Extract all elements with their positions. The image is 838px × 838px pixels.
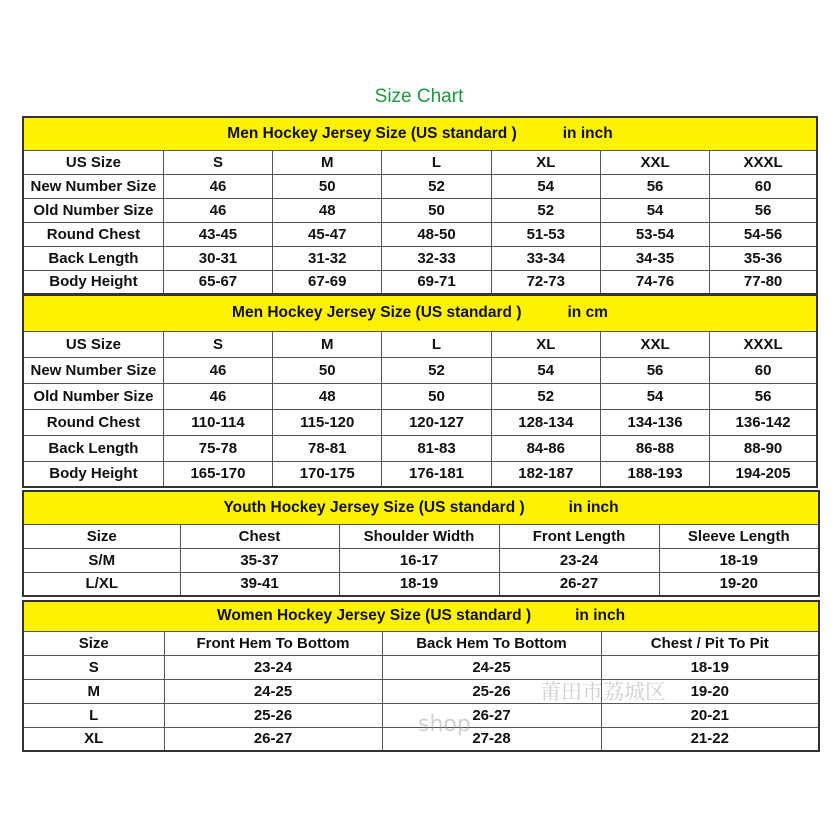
men-cm-size-table — [22, 294, 818, 488]
table-cell: 115-120 — [273, 409, 382, 435]
table-cell: 56 — [710, 383, 817, 409]
table-cell: 18-19 — [601, 655, 819, 679]
table-cell: 30-31 — [163, 246, 272, 270]
table-cell: 21-22 — [601, 727, 819, 751]
column-header: XXL — [600, 150, 709, 174]
column-header: US Size — [23, 150, 163, 174]
column-header: M — [273, 150, 382, 174]
table-cell: 46 — [163, 357, 272, 383]
row-label: L — [23, 703, 164, 727]
table-cell: 75-78 — [163, 435, 272, 461]
table-cell: 35-37 — [180, 548, 339, 572]
table-cell: 34-35 — [600, 246, 709, 270]
table-cell: 50 — [382, 383, 491, 409]
table-cell: 23-24 — [499, 548, 659, 572]
column-header: Sleeve Length — [659, 524, 819, 548]
row-label: Old Number Size — [23, 198, 163, 222]
table-cell: 88-90 — [710, 435, 817, 461]
column-header: Size — [23, 524, 180, 548]
men-cm-header-title: Men Hockey Jersey Size (US standard ) — [232, 304, 522, 322]
table-cell: 39-41 — [180, 572, 339, 596]
table-cell: 176-181 — [382, 461, 491, 487]
table-cell: 54-56 — [710, 222, 817, 246]
column-header: Chest / Pit To Pit — [601, 631, 819, 655]
column-header: XXXL — [710, 150, 817, 174]
column-header: US Size — [23, 331, 163, 357]
table-cell: 26-27 — [164, 727, 382, 751]
row-label: S — [23, 655, 164, 679]
table-cell: 78-81 — [273, 435, 382, 461]
men-inch-size-table — [22, 116, 818, 295]
table-cell: 19-20 — [659, 572, 819, 596]
table-cell: 56 — [600, 174, 709, 198]
table-row — [23, 198, 817, 222]
table-row — [23, 270, 817, 294]
row-label: XL — [23, 727, 164, 751]
table-cell: 182-187 — [491, 461, 600, 487]
column-header-row — [23, 631, 819, 655]
table-cell: 53-54 — [600, 222, 709, 246]
row-label: M — [23, 679, 164, 703]
youth-header-title: Youth Hockey Jersey Size (US standard ) — [223, 498, 525, 516]
table-cell: 46 — [163, 198, 272, 222]
column-header: Front Length — [499, 524, 659, 548]
table-cell: 60 — [710, 357, 817, 383]
table-cell: 52 — [382, 357, 491, 383]
table-row — [23, 435, 817, 461]
column-header: M — [273, 331, 382, 357]
men-inch-header-title: Men Hockey Jersey Size (US standard ) — [227, 124, 517, 142]
row-label: Round Chest — [23, 409, 163, 435]
table-cell: 35-36 — [710, 246, 817, 270]
column-header-row — [23, 331, 817, 357]
column-header: Size — [23, 631, 164, 655]
row-label: L/XL — [23, 572, 180, 596]
men-inch-header-unit: in inch — [562, 124, 613, 142]
table-row — [23, 174, 817, 198]
table-cell: 54 — [600, 383, 709, 409]
table-cell: 46 — [163, 383, 272, 409]
table-row — [23, 548, 819, 572]
table-cell: 20-21 — [601, 703, 819, 727]
table-row — [23, 222, 817, 246]
table-cell: 56 — [600, 357, 709, 383]
column-header-row — [23, 524, 819, 548]
table-cell: 194-205 — [710, 461, 817, 487]
column-header: Back Hem To Bottom — [382, 631, 601, 655]
table-cell: 110-114 — [163, 409, 272, 435]
table-cell: 52 — [491, 198, 600, 222]
table-cell: 52 — [491, 383, 600, 409]
table-cell: 25-26 — [164, 703, 382, 727]
table-cell: 134-136 — [600, 409, 709, 435]
table-cell: 25-26 — [382, 679, 601, 703]
table-cell: 74-76 — [600, 270, 709, 294]
table-cell: 54 — [600, 198, 709, 222]
table-row — [23, 246, 817, 270]
table-cell: 56 — [710, 198, 817, 222]
table-cell: 32-33 — [382, 246, 491, 270]
column-header: L — [382, 331, 491, 357]
table-cell: 19-20 — [601, 679, 819, 703]
table-cell: 54 — [491, 174, 600, 198]
row-label: Back Length — [23, 246, 163, 270]
table-cell: 16-17 — [339, 548, 499, 572]
table-row — [23, 461, 817, 487]
table-row — [23, 572, 819, 596]
table-cell: 72-73 — [491, 270, 600, 294]
column-header: Chest — [180, 524, 339, 548]
table-cell: 120-127 — [382, 409, 491, 435]
table-cell: 18-19 — [659, 548, 819, 572]
row-label: S/M — [23, 548, 180, 572]
size-chart-title: Size Chart — [374, 86, 464, 107]
table-cell: 81-83 — [382, 435, 491, 461]
table-row — [23, 679, 819, 703]
table-cell: 26-27 — [382, 703, 601, 727]
table-cell: 26-27 — [499, 572, 659, 596]
column-header: S — [163, 150, 272, 174]
table-cell: 84-86 — [491, 435, 600, 461]
table-row — [23, 357, 817, 383]
table-cell: 128-134 — [491, 409, 600, 435]
youth-size-table — [22, 490, 820, 597]
column-header: Front Hem To Bottom — [164, 631, 382, 655]
table-cell: 27-28 — [382, 727, 601, 751]
table-cell: 50 — [273, 357, 382, 383]
table-cell: 69-71 — [382, 270, 491, 294]
table-cell: 48 — [273, 198, 382, 222]
women-header-title: Women Hockey Jersey Size (US standard ) — [216, 607, 532, 625]
table-cell: 48 — [273, 383, 382, 409]
table-cell: 24-25 — [382, 655, 601, 679]
column-header: S — [163, 331, 272, 357]
column-header: XL — [491, 331, 600, 357]
table-cell: 33-34 — [491, 246, 600, 270]
row-label: Round Chest — [23, 222, 163, 246]
watermark-shop-name: 莆田市荔城区 — [540, 680, 666, 704]
column-header-row — [23, 150, 817, 174]
column-header: XL — [491, 150, 600, 174]
row-label: New Number Size — [23, 174, 163, 198]
row-label: Old Number Size — [23, 383, 163, 409]
row-label: Body Height — [23, 270, 163, 294]
column-header: Shoulder Width — [339, 524, 499, 548]
table-cell: 50 — [382, 198, 491, 222]
row-label: New Number Size — [23, 357, 163, 383]
table-cell: 45-47 — [273, 222, 382, 246]
table-row — [23, 383, 817, 409]
table-cell: 136-142 — [710, 409, 817, 435]
men-cm-header — [23, 295, 817, 331]
table-cell: 51-53 — [491, 222, 600, 246]
column-header: XXXL — [710, 331, 817, 357]
table-cell: 24-25 — [164, 679, 382, 703]
row-label: Back Length — [23, 435, 163, 461]
row-label: Body Height — [23, 461, 163, 487]
table-cell: 54 — [491, 357, 600, 383]
table-cell: 188-193 — [600, 461, 709, 487]
table-cell: 23-24 — [164, 655, 382, 679]
table-cell: 43-45 — [163, 222, 272, 246]
women-header-unit: in inch — [575, 607, 626, 625]
table-cell: 46 — [163, 174, 272, 198]
table-cell: 170-175 — [273, 461, 382, 487]
men-cm-header-unit: in cm — [567, 304, 608, 322]
table-cell: 77-80 — [710, 270, 817, 294]
table-cell: 165-170 — [163, 461, 272, 487]
table-cell: 60 — [710, 174, 817, 198]
watermark-shop-url: shop — [418, 712, 471, 737]
column-header: XXL — [600, 331, 709, 357]
table-cell: 65-67 — [163, 270, 272, 294]
table-cell: 50 — [273, 174, 382, 198]
table-row — [23, 655, 819, 679]
column-header: L — [382, 150, 491, 174]
table-cell: 86-88 — [600, 435, 709, 461]
table-cell: 48-50 — [382, 222, 491, 246]
table-cell: 18-19 — [339, 572, 499, 596]
table-cell: 52 — [382, 174, 491, 198]
men-inch-header — [23, 117, 817, 150]
table-cell: 67-69 — [273, 270, 382, 294]
table-row — [23, 409, 817, 435]
youth-header — [23, 491, 819, 524]
youth-header-unit: in inch — [568, 498, 619, 516]
women-header — [23, 601, 819, 631]
table-cell: 31-32 — [273, 246, 382, 270]
